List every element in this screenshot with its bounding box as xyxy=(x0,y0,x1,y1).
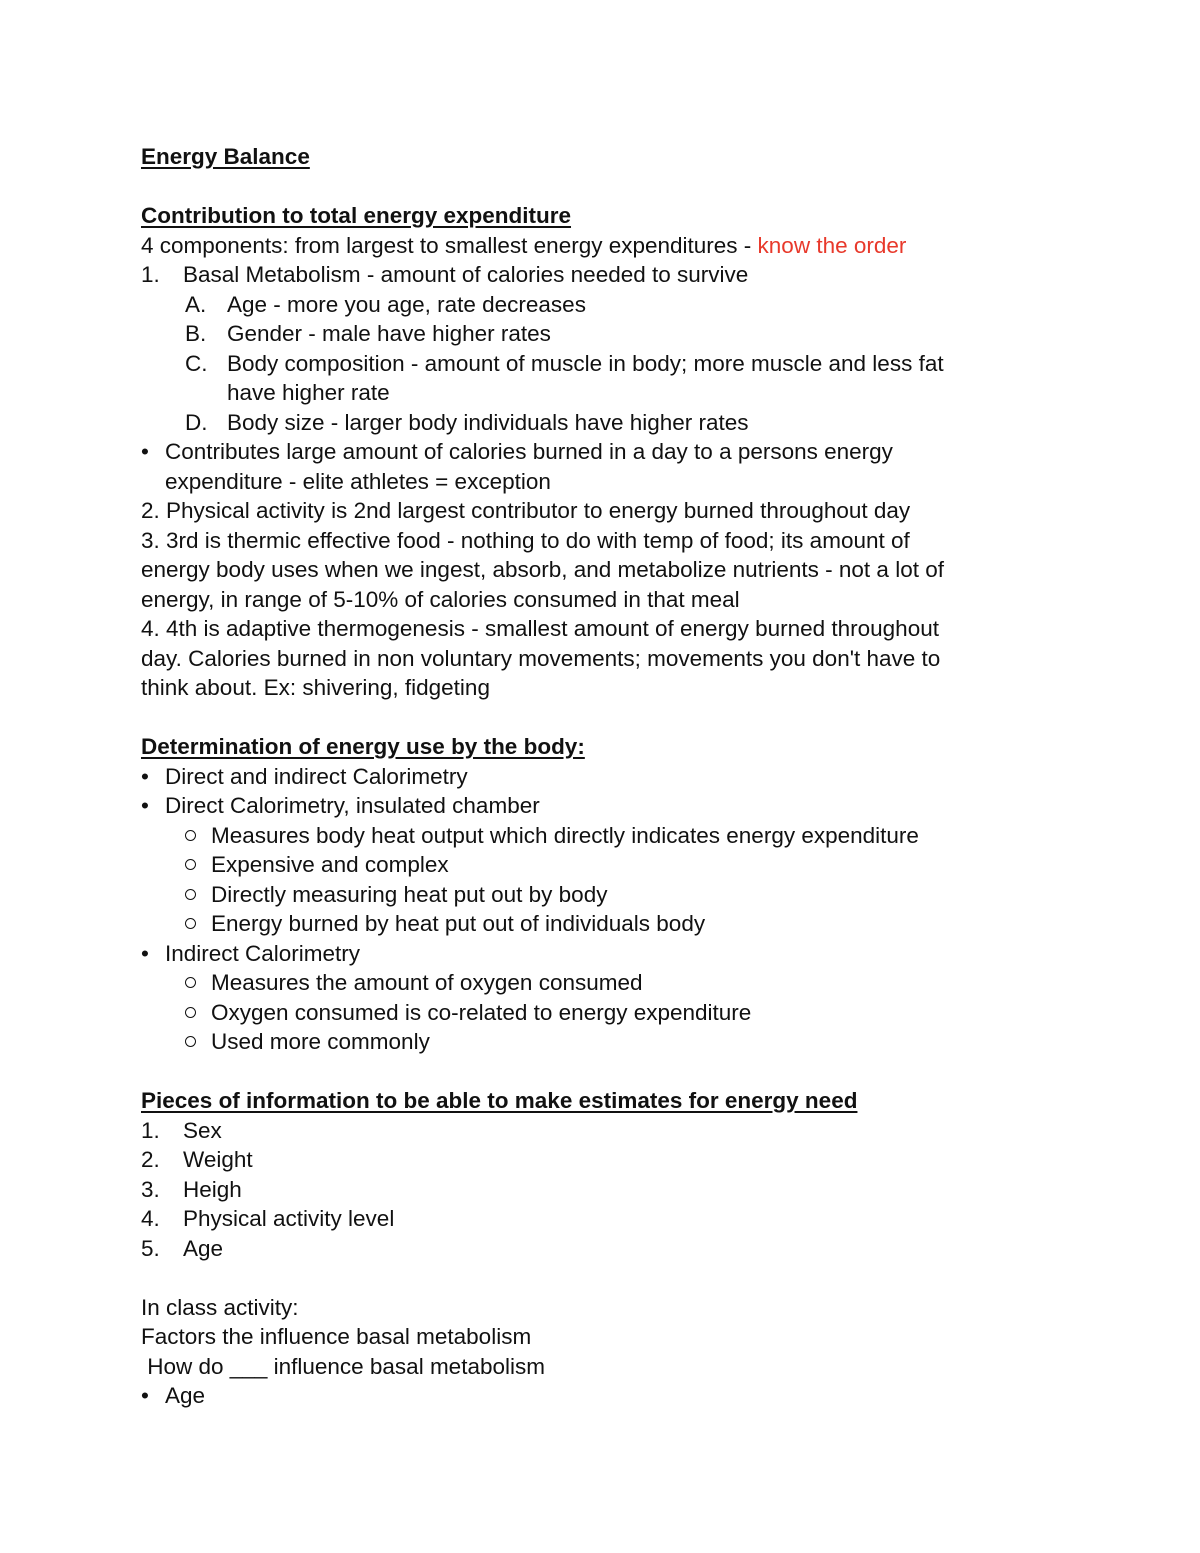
spacer xyxy=(141,172,1051,202)
bullet-text: Contributes large amount of calories burned in a day to a persons energy xyxy=(165,439,893,464)
sub-bullet-text: Expensive and complex xyxy=(211,852,449,877)
circle-bullet-icon xyxy=(185,968,211,998)
sub-text: Age - more you age, rate decreases xyxy=(227,291,586,317)
list-item-adaptive-thermogenesis-3: think about. Ex: shivering, fidgeting xyxy=(141,675,490,700)
bullet-text: Direct Calorimetry, insulated chamber xyxy=(165,793,540,818)
circle-bullet-icon xyxy=(185,850,211,880)
list-item-text: Weight xyxy=(183,1147,253,1172)
sub-bullet xyxy=(141,968,1051,998)
bullet-marker: • xyxy=(141,940,149,966)
list-number: 2. xyxy=(141,1147,160,1172)
circle-bullet-icon xyxy=(185,1027,211,1057)
sub-bullet-text: Measures the amount of oxygen consumed xyxy=(211,970,643,995)
bullet-text: Direct and indirect Calorimetry xyxy=(165,763,468,789)
sub-bullet xyxy=(141,880,1051,910)
bullet-contributes-cont: expenditure - elite athletes = exception xyxy=(165,468,551,494)
sub-letter: A. xyxy=(185,291,207,317)
bullet-text: Indirect Calorimetry xyxy=(165,940,361,966)
circle-bullet-icon xyxy=(185,821,211,851)
sub-item-gender xyxy=(141,319,1051,349)
in-class-activity-label: In class activity: xyxy=(141,1294,299,1320)
list-item-physical-activity: 2. Physical activity is 2nd largest contributor to energy burned throughout day xyxy=(141,498,911,523)
list-item-text: Physical activity level xyxy=(183,1206,395,1231)
spacer xyxy=(141,703,1051,733)
sub-item-body-composition-cont: have higher rate xyxy=(227,380,390,405)
bullet-text: Age xyxy=(165,1383,206,1408)
spacer xyxy=(141,1263,1051,1293)
list-item-text: Heigh xyxy=(183,1176,242,1202)
sub-bullet-text: Measures body heat output which directly indicates energy expenditure xyxy=(211,822,919,848)
document-title: Energy Balance xyxy=(141,144,310,169)
sub-bullet xyxy=(141,1027,1051,1057)
sub-bullet-text: Used more commonly xyxy=(211,1029,430,1054)
list-item xyxy=(141,1175,1051,1205)
sub-bullet xyxy=(141,909,1051,939)
list-item-text: Basal Metabolism - amount of calories needed to survive xyxy=(183,262,749,287)
sub-bullet xyxy=(141,850,1051,880)
bullet-direct-indirect xyxy=(141,762,1051,792)
sub-bullet xyxy=(141,821,1051,851)
list-number: 4. xyxy=(141,1206,160,1231)
list-number: 5. xyxy=(141,1235,160,1261)
sub-letter: C. xyxy=(185,350,208,376)
bullet-age xyxy=(141,1381,1051,1411)
sub-text: Gender - male have higher rates xyxy=(227,321,551,346)
circle-bullet-icon xyxy=(185,909,211,939)
list-item-basal-metabolism xyxy=(141,260,1051,290)
list-item-adaptive-thermogenesis-1: 4. 4th is adaptive thermogenesis - smallest amount of energy burned throughout xyxy=(141,616,939,641)
sub-bullet-text: Oxygen consumed is co-related to energy expenditure xyxy=(211,999,752,1025)
list-item xyxy=(141,1116,1051,1146)
factors-line: Factors the influence basal metabolism xyxy=(141,1324,532,1349)
section-heading-determination: Determination of energy use by the body: xyxy=(141,734,585,759)
list-item-text: Age xyxy=(183,1235,224,1261)
document-page xyxy=(141,142,1051,1411)
sub-text: Body composition - amount of muscle in body; more muscle and less fat xyxy=(227,350,944,376)
list-item-text: Sex xyxy=(183,1117,222,1143)
sub-item-body-composition xyxy=(141,349,1051,379)
circle-bullet-icon xyxy=(185,998,211,1028)
sub-letter: D. xyxy=(185,409,208,435)
list-item-adaptive-thermogenesis-2: day. Calories burned in non voluntary movements; movements you don't have to xyxy=(141,645,941,671)
list-item xyxy=(141,1204,1051,1234)
sub-text: Body size - larger body individuals have higher rates xyxy=(227,409,749,435)
know-the-order-note: know the order xyxy=(757,232,907,258)
how-do-line: How do ___ influence basal metabolism xyxy=(141,1353,545,1379)
list-item-thermic-effect-2: energy body uses when we ingest, absorb, and metabolize nutrients - not a lot of xyxy=(141,557,944,582)
bullet-marker: • xyxy=(141,793,149,818)
list-number: 3. xyxy=(141,1176,160,1202)
sub-item-body-size xyxy=(141,408,1051,438)
list-item-thermic-effect-3: energy, in range of 5-10% of calories consumed in that meal xyxy=(141,586,740,612)
list-number: 1. xyxy=(141,1117,160,1143)
sub-bullet-text: Energy burned by heat put out of individuals body xyxy=(211,911,706,936)
sub-item-age xyxy=(141,290,1051,320)
intro-text: 4 components: from largest to smallest energy expenditures - xyxy=(141,232,758,258)
list-item xyxy=(141,1234,1051,1264)
bullet-indirect-calorimetry xyxy=(141,939,1051,969)
bullet-marker: • xyxy=(141,1383,149,1408)
list-item xyxy=(141,1145,1051,1175)
sub-bullet-text: Directly measuring heat put out by body xyxy=(211,881,608,907)
section-heading-estimates: Pieces of information to be able to make estimates for energy need xyxy=(141,1088,858,1113)
sub-letter: B. xyxy=(185,321,207,346)
bullet-marker: • xyxy=(141,763,149,789)
circle-bullet-icon xyxy=(185,880,211,910)
spacer xyxy=(141,1057,1051,1087)
sub-bullet xyxy=(141,998,1051,1028)
components-intro xyxy=(141,231,1051,261)
bullet-marker: • xyxy=(141,439,149,464)
bullet-direct-calorimetry xyxy=(141,791,1051,821)
list-item-thermic-effect-1: 3. 3rd is thermic effective food - nothing to do with temp of food; its amount of xyxy=(141,527,910,553)
bullet-contributes xyxy=(141,437,1051,467)
list-number: 1. xyxy=(141,262,160,287)
section-heading-contribution: Contribution to total energy expenditure xyxy=(141,203,572,228)
